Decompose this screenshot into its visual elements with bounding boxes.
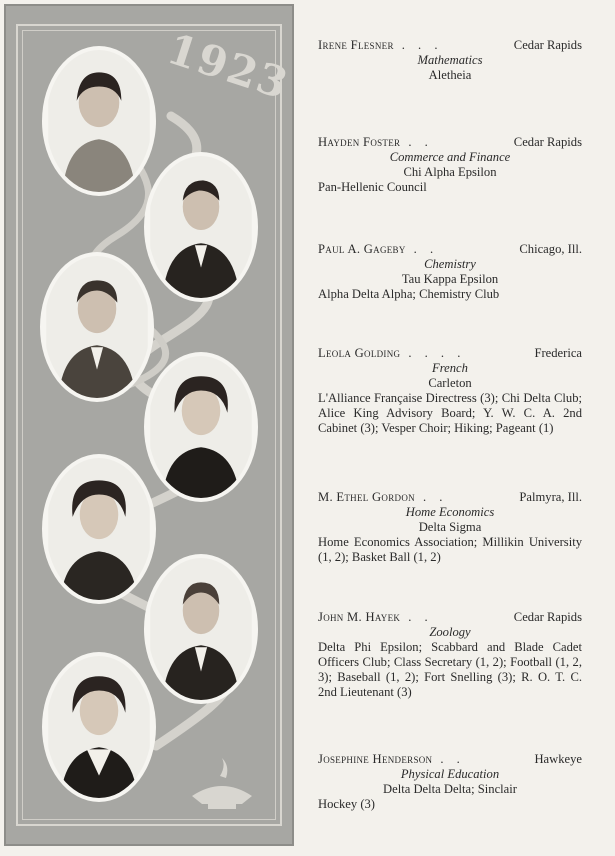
activities: Home Economics Association; Millikin University (1, 2); Basket Ball (1, 2) bbox=[318, 535, 582, 564]
portrait-leola-golding bbox=[144, 352, 258, 502]
student-name: M. Ethel Gordon bbox=[318, 490, 415, 504]
activities: L'Alliance Française Directress (3); Chi Delta Club; Alice King Advisory Board; Y. W. C. A. 2nd Cabinet (3); Vesper Choir; Hiking; Pageant (1) bbox=[318, 391, 582, 435]
major: French bbox=[432, 361, 468, 375]
major: Physical Education bbox=[400, 767, 500, 781]
leader-dots: . . bbox=[422, 490, 448, 504]
activities: Alpha Delta Alpha; Chemistry Club bbox=[318, 287, 500, 301]
student-name: Paul A. Gageby bbox=[318, 242, 406, 256]
leader-dots: . . . . bbox=[408, 346, 466, 360]
entry-john-hayek bbox=[318, 610, 582, 700]
portrait-paul-gageby bbox=[40, 252, 154, 402]
entry-irene-flesner bbox=[318, 38, 582, 83]
leader-dots: . . bbox=[440, 752, 465, 766]
hometown: Cedar Rapids bbox=[513, 610, 582, 624]
portrait-josephine-henderson bbox=[42, 652, 156, 802]
major: Mathematics bbox=[417, 53, 483, 67]
lamp-icon bbox=[182, 756, 262, 816]
society: Tau Kappa Epsilon bbox=[401, 272, 499, 286]
society: Chi Alpha Epsilon bbox=[403, 165, 497, 179]
student-name: Hayden Foster bbox=[318, 135, 401, 149]
society: Delta Sigma bbox=[418, 520, 482, 534]
activities: Hockey (3) bbox=[318, 797, 375, 811]
leader-dots: . . bbox=[408, 610, 433, 624]
hometown: Frederica bbox=[534, 346, 582, 360]
hometown: Cedar Rapids bbox=[513, 38, 582, 52]
major: Home Economics bbox=[405, 505, 495, 519]
activities: Pan-Hellenic Council bbox=[318, 180, 427, 194]
hometown: Palmyra, Ill. bbox=[519, 490, 582, 504]
major: Chemistry bbox=[424, 257, 476, 271]
hometown: Hawkeye bbox=[534, 752, 582, 766]
leader-dots: . . bbox=[408, 135, 433, 149]
society: Aletheia bbox=[428, 68, 472, 82]
year-ornament: 1923 bbox=[161, 23, 296, 110]
entry-hayden-foster bbox=[318, 135, 582, 195]
hometown: Cedar Rapids bbox=[513, 135, 582, 149]
leader-dots: . . . bbox=[401, 38, 443, 52]
activities: Delta Phi Epsilon; Scabbard and Blade Cadet Officers Club; Class Secretary (1, 2); Football (1, 2, 3); Baseball (1, 2); Fort Snelling (3); R. O. T. C. 2nd Lieutenant (3) bbox=[318, 640, 582, 699]
portrait-john-hayek bbox=[144, 554, 258, 704]
student-name: Irene Flesner bbox=[318, 38, 394, 52]
hometown: Chicago, Ill. bbox=[519, 242, 582, 256]
portrait-hayden-foster bbox=[144, 152, 258, 302]
portrait-panel bbox=[4, 4, 294, 846]
entry-paul-gageby bbox=[318, 242, 582, 302]
student-name: Josephine Henderson bbox=[318, 752, 433, 766]
student-name: John M. Hayek bbox=[318, 610, 401, 624]
portrait-ethel-gordon bbox=[42, 454, 156, 604]
major: Commerce and Finance bbox=[389, 150, 511, 164]
entry-leola-golding bbox=[318, 346, 582, 436]
portrait-irene-flesner bbox=[42, 46, 156, 196]
entry-ethel-gordon bbox=[318, 490, 582, 565]
major: Zoology bbox=[429, 625, 471, 639]
entry-josephine-henderson bbox=[318, 752, 582, 812]
society: Delta Delta Delta; Sinclair bbox=[383, 782, 517, 796]
leader-dots: . . bbox=[413, 242, 439, 256]
student-name: Leola Golding bbox=[318, 346, 401, 360]
society: Carleton bbox=[428, 376, 472, 390]
